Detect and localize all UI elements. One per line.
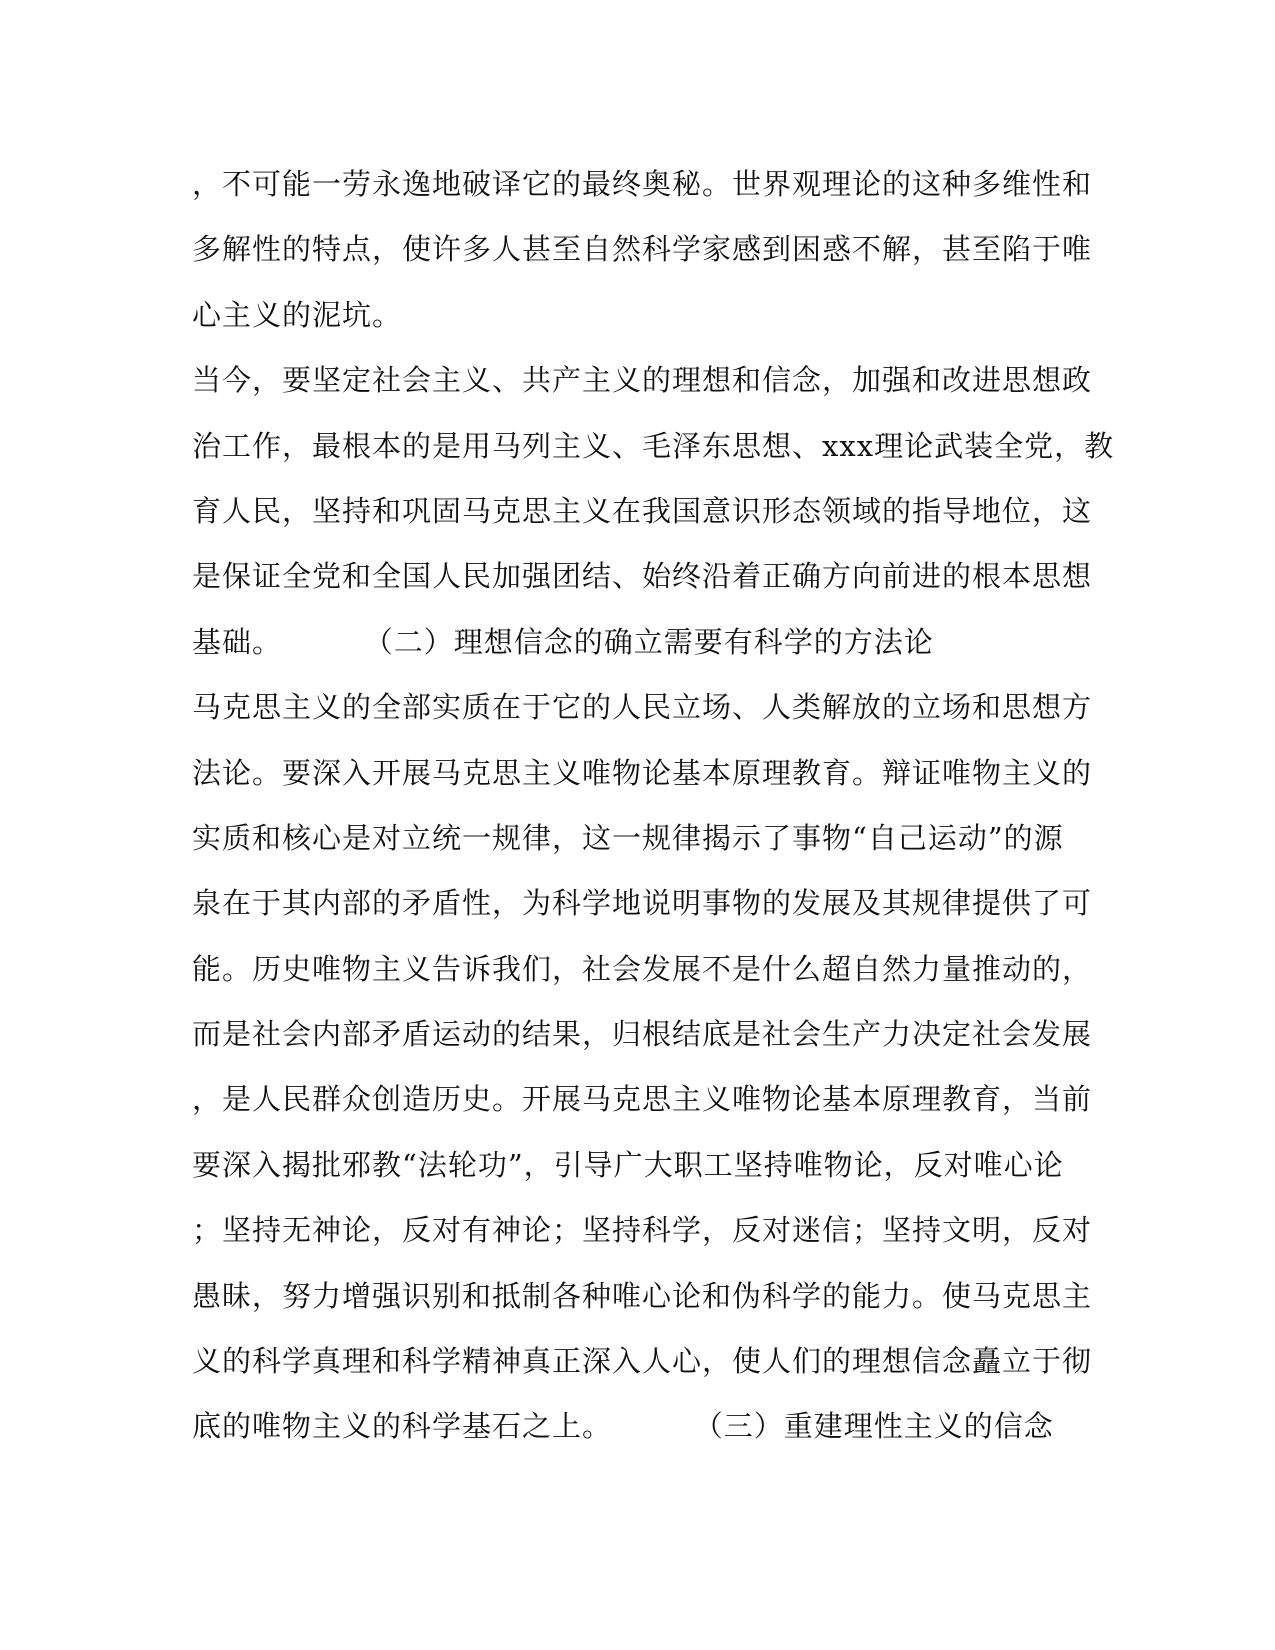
text-line: 育人民，坚持和巩固马克思主义在我国意识形态领域的指导地位，这	[192, 493, 1093, 528]
text-line: ，是人民群众创造历史。开展马克思主义唯物论基本原理教育，当前	[192, 1082, 1093, 1117]
body-text	[192, 152, 1115, 1460]
text-line: 泉在于其内部的矛盾性，为科学地说明事物的发展及其规律提供了可	[192, 886, 1093, 921]
text-line: ；坚持无神论，反对有神论；坚持科学，反对迷信；坚持文明，反对	[192, 1213, 1093, 1248]
text-line: 愚昧，努力增强识别和抵制各种唯心论和伪科学的能力。使马克思主	[192, 1278, 1093, 1313]
text-line: 底的唯物主义的科学基石之上。 （三）重建理性主义的信念	[192, 1409, 1054, 1444]
text-line: ，不可能一劳永逸地破译它的最终奥秘。世界观理论的这种多维性和	[192, 167, 1093, 201]
text-line: 治工作，最根本的是用马列主义、毛泽东思想、xxx理论武装全党，教	[192, 428, 1115, 463]
text-line: 而是社会内部矛盾运动的结果，归根结底是社会生产力决定社会发展	[192, 1017, 1093, 1052]
text-line: 法论。要深入开展马克思主义唯物论基本原理教育。辩证唯物主义的	[192, 755, 1093, 790]
text-line: 基础。 （二）理想信念的确立需要有科学的方法论	[192, 624, 934, 659]
text-line: 当今，要坚定社会主义、共产主义的理想和信念，加强和改进思想政	[192, 363, 1093, 398]
text-line: 马克思主义的全部实质在于它的人民立场、人类解放的立场和思想方	[192, 690, 1093, 725]
text-line: 心主义的泥坑。	[192, 297, 403, 332]
text-line: 要深入揭批邪教“法轮功”，引导广大职工坚持唯物论，反对唯心论	[192, 1147, 1064, 1182]
text-line: 多解性的特点，使许多人甚至自然科学家感到困惑不解，甚至陷于唯	[192, 232, 1093, 267]
text-line: 能。历史唯物主义告诉我们，社会发展不是什么超自然力量推动的，	[192, 951, 1093, 986]
text-line: 是保证全党和全国人民加强团结、始终沿着正确方向前进的根本思想	[192, 559, 1093, 594]
text-line: 实质和核心是对立统一规律，这一规律揭示了事物“自己运动”的源	[192, 820, 1064, 855]
text-line: 义的科学真理和科学精神真正深入人心，使人们的理想信念矗立于彻	[192, 1344, 1093, 1379]
